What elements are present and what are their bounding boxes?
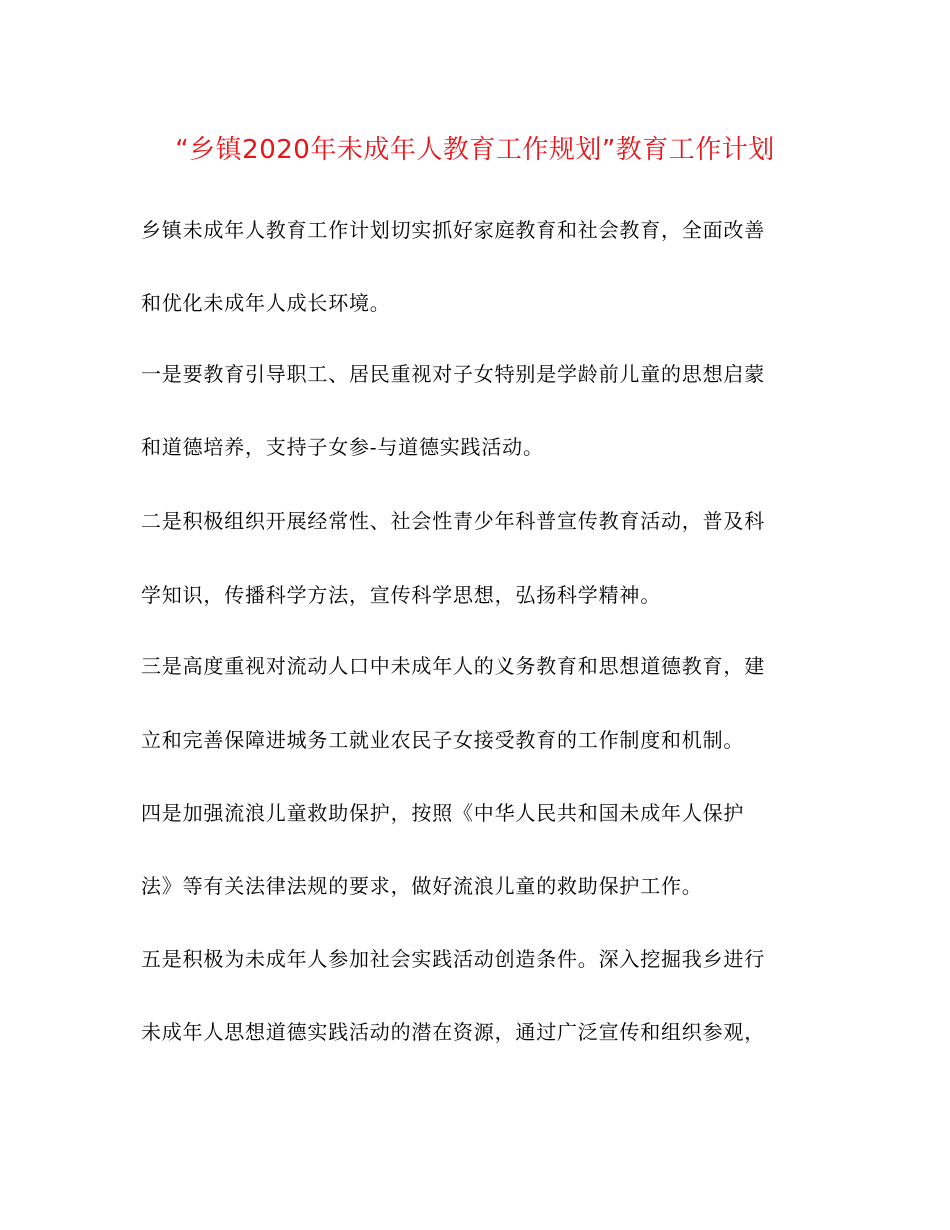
paragraph-line: 和道德培养，支持子女参-与道德实践活动。 bbox=[141, 435, 544, 459]
paragraph-line: 未成年人思想道德实践活动的潜在资源，通过广泛宣传和组织参观， bbox=[141, 1020, 765, 1044]
paragraph-line: 和优化未成年人成长环境。 bbox=[141, 291, 391, 315]
paragraph-line: 五是积极为未成年人参加社会实践活动创造条件。深入挖掘我乡进行 bbox=[141, 947, 765, 971]
paragraph-line: 四是加强流浪儿童救助保护，按照《中华人民共和国未成年人保护 bbox=[141, 801, 745, 825]
paragraph-line: 乡镇未成年人教育工作计划切实抓好家庭教育和社会教育，全面改善 bbox=[141, 218, 765, 242]
paragraph-line: 立和完善保障进城务工就业农民子女接受教育的工作制度和机制。 bbox=[141, 728, 745, 752]
paragraph-line: 法》等有关法律法规的要求，做好流浪儿童的救助保护工作。 bbox=[141, 874, 703, 898]
paragraph-line: 一是要教育引导职工、居民重视对子女特别是学龄前儿童的思想启蒙 bbox=[141, 362, 765, 386]
paragraph-line: 学知识，传播科学方法，宣传科学思想，弘扬科学精神。 bbox=[141, 583, 661, 607]
paragraph-line: 三是高度重视对流动人口中未成年人的义务教育和思想道德教育，建 bbox=[141, 654, 765, 678]
paragraph-line: 二是积极组织开展经常性、社会性青少年科普宣传教育活动，普及科 bbox=[141, 509, 765, 533]
document-title: “乡镇2020年未成年人教育工作规划”教育工作计划 bbox=[175, 135, 775, 165]
